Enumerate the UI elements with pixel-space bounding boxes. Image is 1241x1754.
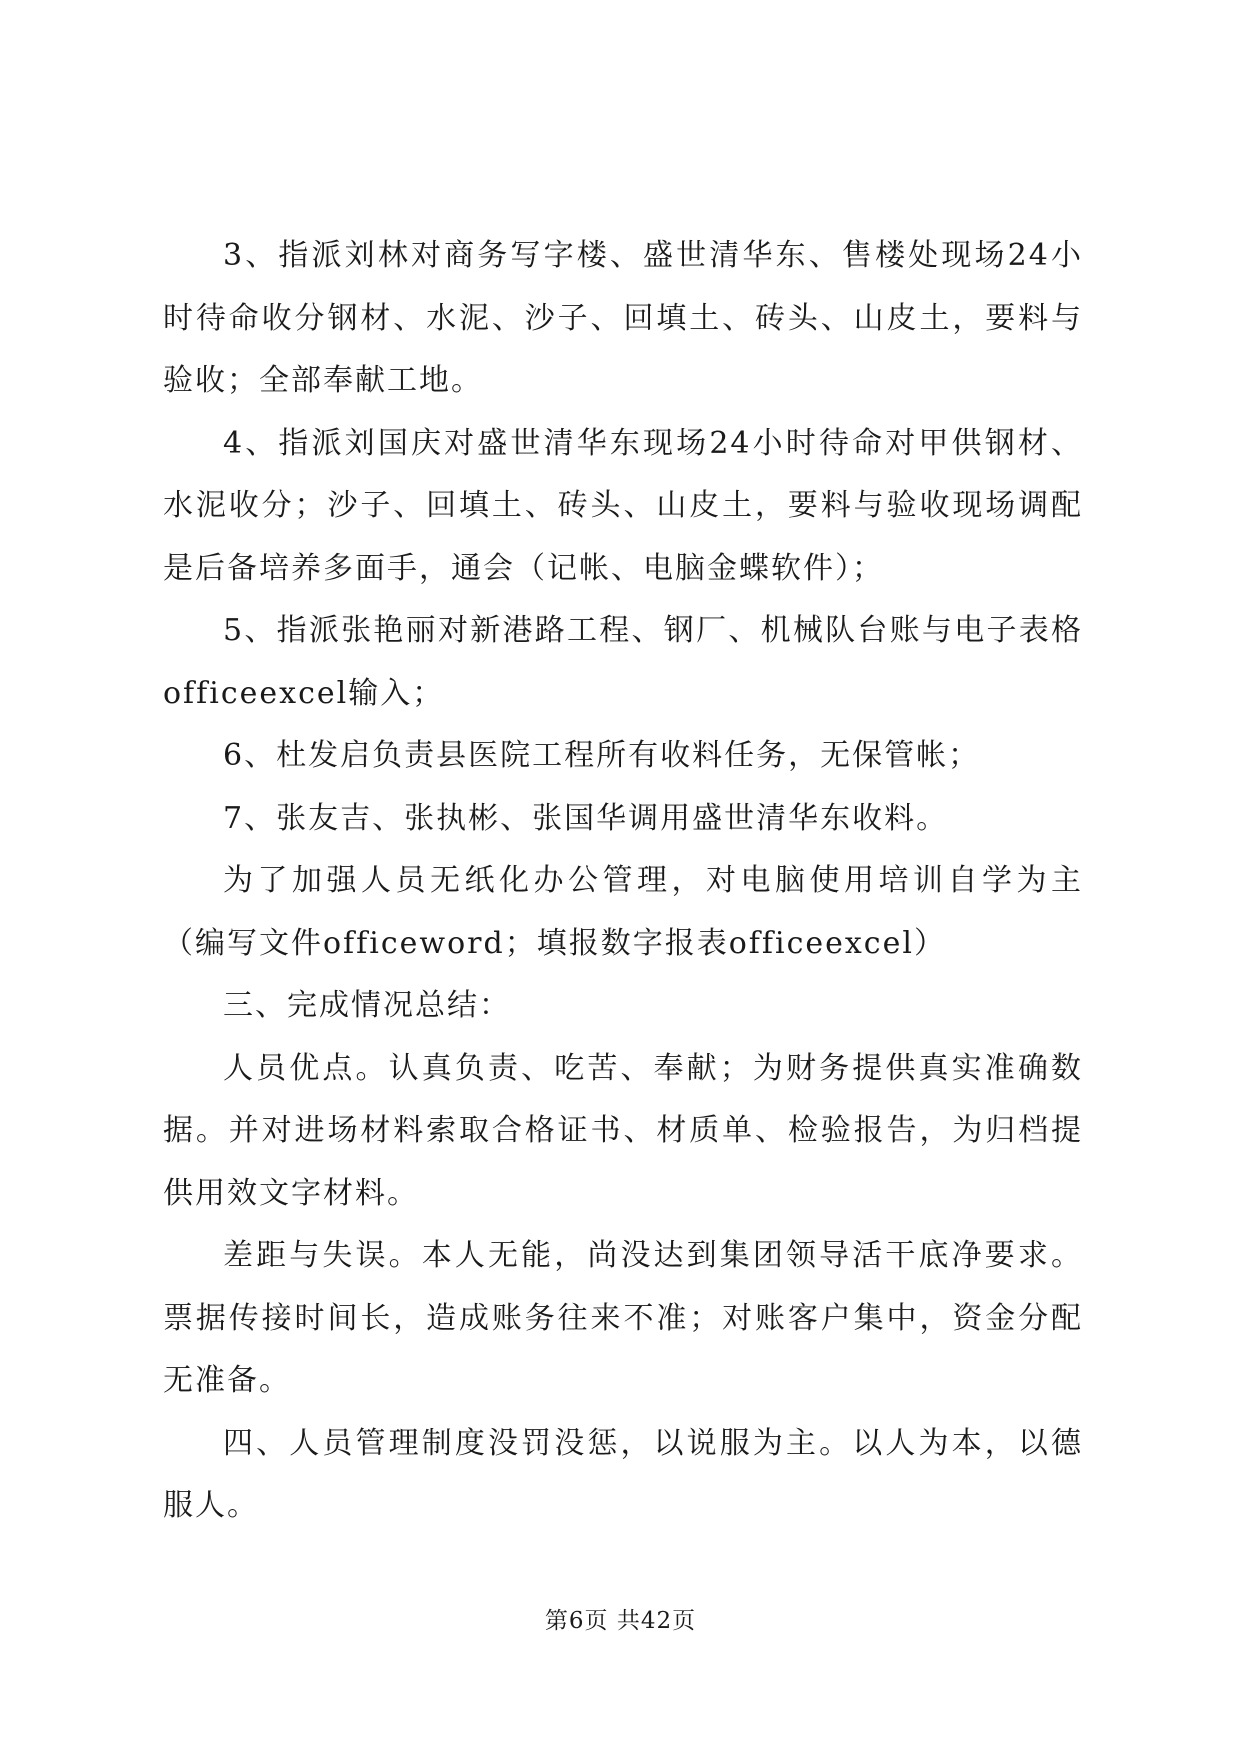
paragraph-item-5: 5、指派张艳丽对新港路工程、钢厂、机械队台账与电子表格officeexcel输入； (163, 613, 1083, 711)
paragraph-item-4: 4、指派刘国庆对盛世清华东现场24小时待命对甲供钢材、水泥收分；沙子、回填土、砖头、山皮土，要料与验收现场调配是后备培养多面手，通会（记帐、电脑金蝶软件）； (163, 425, 1083, 586)
paragraph-shortcomings: 差距与失误。本人无能，尚没达到集团领导活干底净要求。票据传接时间长，造成账务往来不准；对账客户集中，资金分配无准备。 (163, 1238, 1083, 1398)
section-heading-summary: 三、完成情况总结： (223, 988, 511, 1023)
paragraph-strengths: 人员优点。认真负责、吃苦、奉献；为财务提供真实准确数据。并对进场材料索取合格证书、材质单、检验报告，为归档提供用效文字材料。 (163, 1050, 1083, 1211)
paragraph-item-3: 3、指派刘林对商务写字楼、盛世清华东、售楼处现场24小时待命收分钢材、水泥、沙子、回填土、砖头、山皮土，要料与验收；全部奉献工地。 (163, 238, 1083, 398)
page-number-footer: 第6页 共42页 (544, 1608, 697, 1634)
section-heading-management: 四、人员管理制度没罚没惩，以说服为主。以人为本，以德服人。 (163, 1425, 1083, 1523)
paragraph-paperless-training: 为了加强人员无纸化办公管理，对电脑使用培训自学为主（编写文件officeword；填报数字报表officeexcel） (163, 863, 1083, 961)
paragraph-item-6: 6、杜发启负责县医院工程所有收料任务，无保管帐； (223, 738, 981, 773)
paragraph-item-7: 7、张友吉、张执彬、张国华调用盛世清华东收料。 (223, 800, 949, 836)
document-body (163, 225, 1083, 1538)
